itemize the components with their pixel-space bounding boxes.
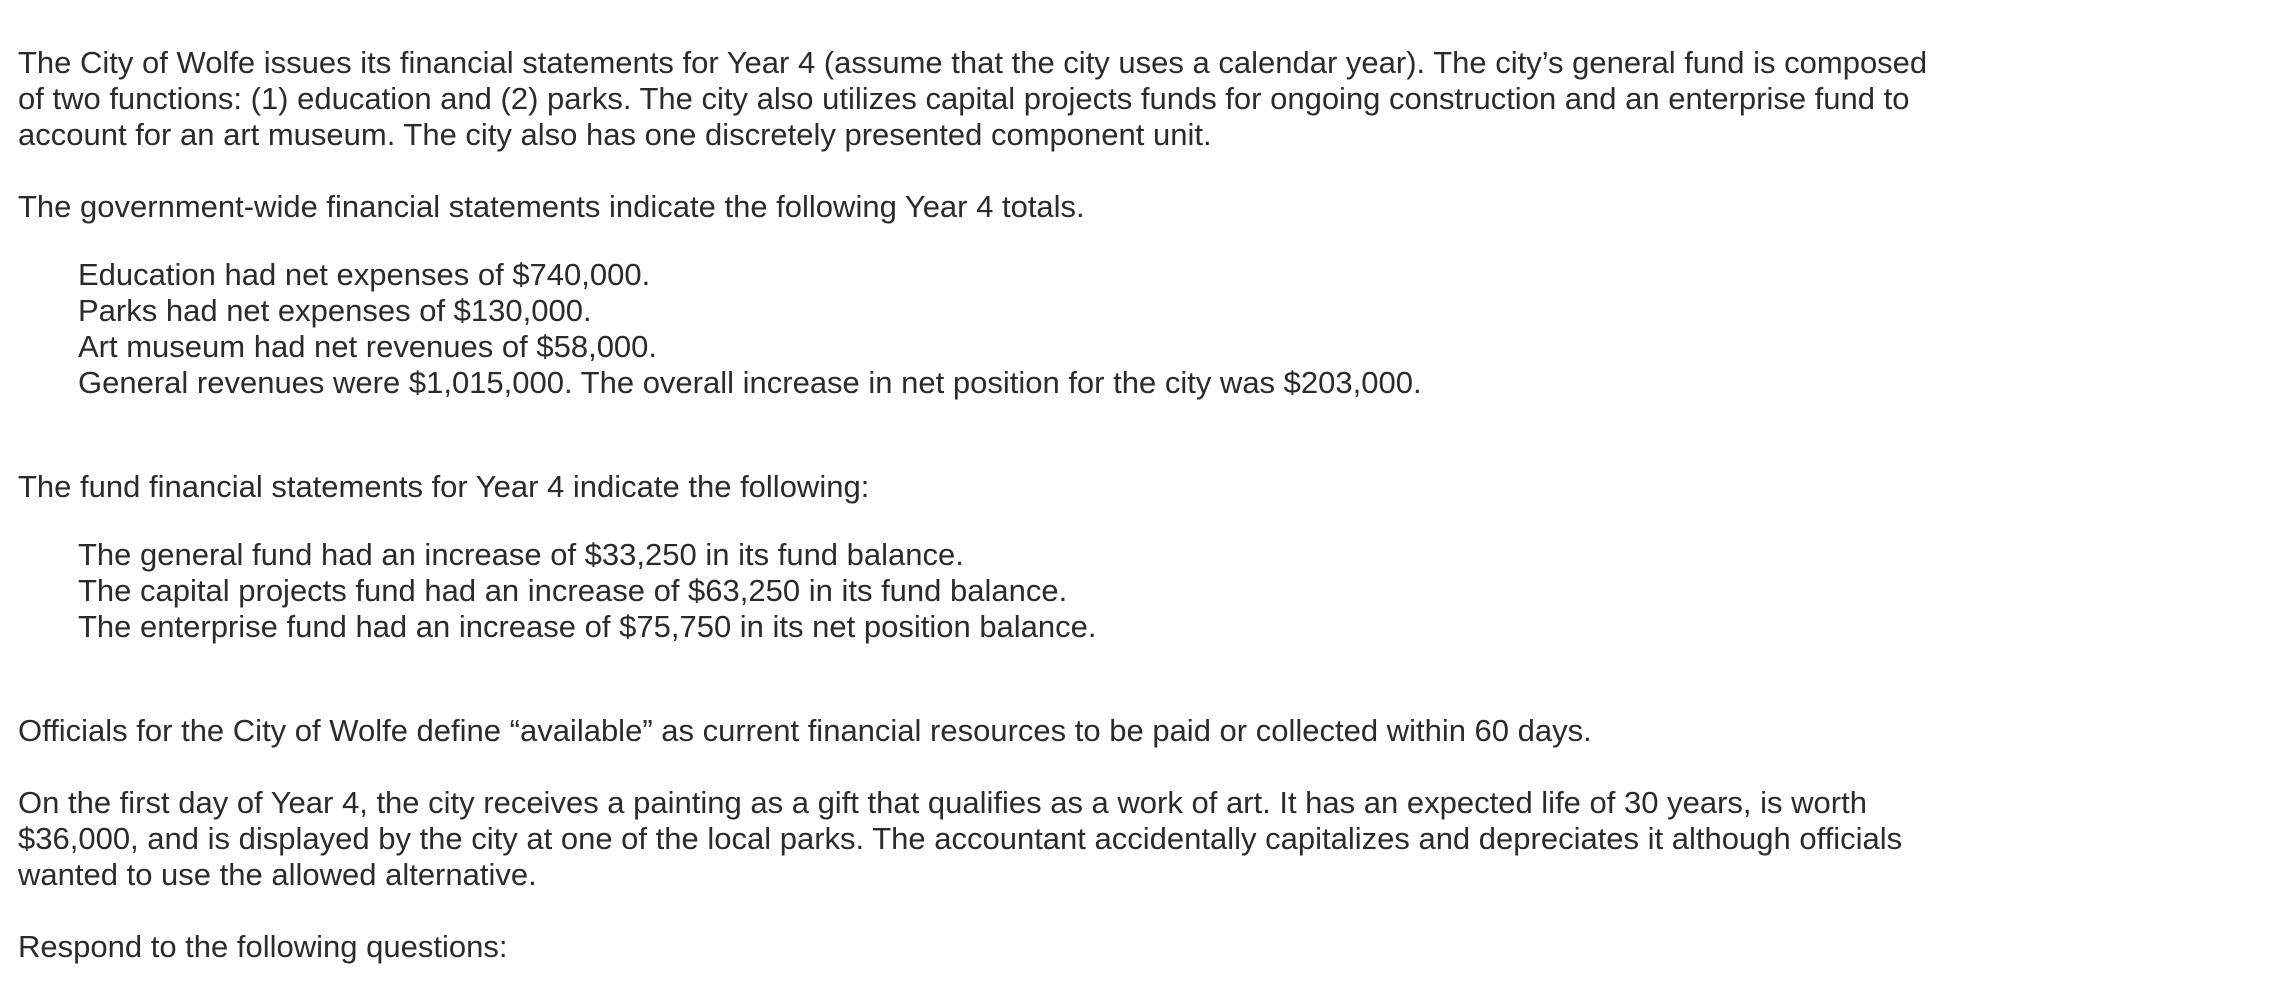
problem-text	[18, 45, 1958, 965]
list-item: The enterprise fund had an increase of $75,750 in its net position balance.	[78, 609, 1097, 644]
list-item: The general fund had an increase of $33,250 in its fund balance.	[78, 537, 964, 572]
intro-paragraph: The City of Wolfe issues its financial statements for Year 4 (assume that the city uses a calendar year). The city’s general fund is composed of two functions: (1) education and (2) parks. The city also utilizes capital projects funds for ongoing construction and an enterprise fund to account for an art museum. The city also has one discretely presented component unit.	[18, 45, 1928, 152]
painting-paragraph: On the first day of Year 4, the city receives a painting as a gift that qualifies as a work of art. It has an expected life of 30 years, is worth $36,000, and is displayed by the city at one of the local parks. The accountant accidentally capitalizes and depreciates it although officials wanted to use the allowed alternative.	[18, 785, 1903, 892]
list-item: Art museum had net revenues of $58,000.	[78, 329, 658, 364]
list-item: Parks had net expenses of $130,000.	[78, 293, 592, 328]
fund-list	[18, 537, 1958, 645]
available-definition: Officials for the City of Wolfe define “available” as current financial resources to be paid or collected within 60 days.	[18, 713, 1592, 748]
govwide-list	[18, 257, 1958, 401]
govwide-heading: The government-wide financial statements indicate the following Year 4 totals.	[18, 189, 1085, 224]
list-item: The capital projects fund had an increase of $63,250 in its fund balance.	[78, 573, 1068, 608]
respond-prompt: Respond to the following questions:	[18, 929, 508, 964]
list-item: Education had net expenses of $740,000.	[78, 257, 651, 292]
list-item: General revenues were $1,015,000. The overall increase in net position for the city was $203,000.	[78, 365, 1422, 400]
fund-heading: The fund financial statements for Year 4 indicate the following:	[18, 469, 870, 504]
